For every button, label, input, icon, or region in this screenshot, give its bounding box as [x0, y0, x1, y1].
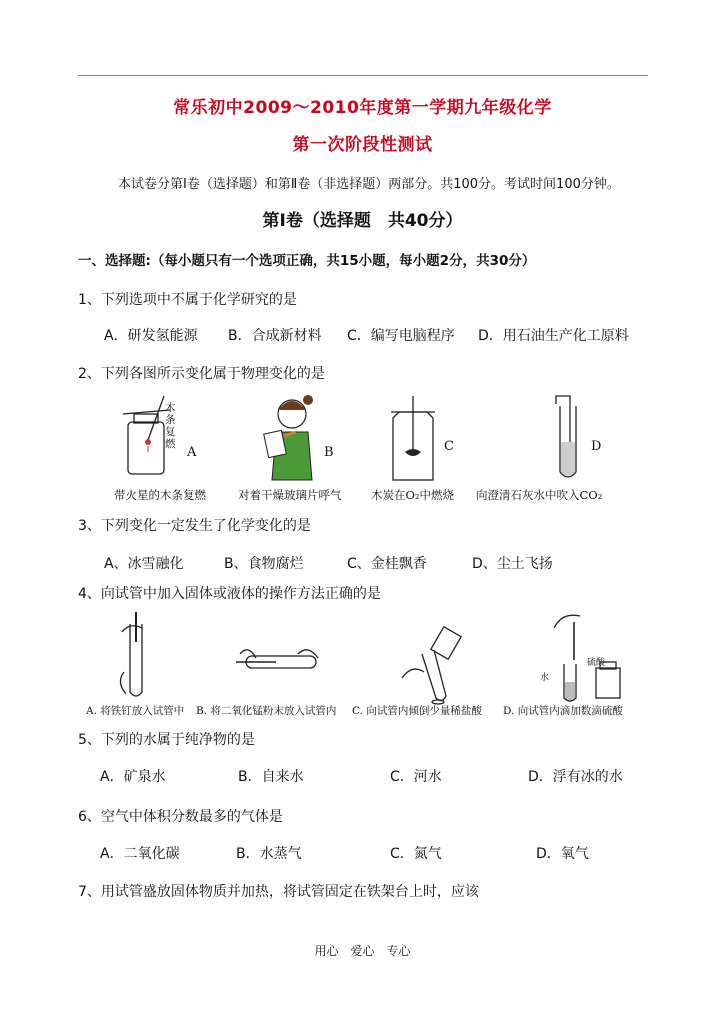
- question-5-option-a: A．矿泉水: [100, 769, 166, 785]
- question-1-options: [104, 325, 664, 345]
- question-5-option-d: D．浮有冰的水: [528, 769, 623, 785]
- question-4-stem: 4、向试管中加入固体或液体的操作方法正确的是: [78, 586, 381, 602]
- question-1-option-d: D．用石油生产化工原料: [478, 328, 629, 344]
- question-5-options: [100, 766, 660, 786]
- exam-intro: 本试卷分第Ⅰ卷（选择题）和第Ⅱ卷（非选择题）两部分。共100分。考试时间100分钟。: [118, 177, 620, 192]
- figure-caption-b: 对着干燥玻璃片呼气: [238, 488, 342, 502]
- question-6-option-a: A．二氧化碳: [100, 846, 180, 862]
- op-caption-b: B. 将二氧化锰粉末放入试管内: [196, 705, 337, 717]
- bottle-splint-illustration: [118, 392, 198, 482]
- test-tube-straw-illustration: [548, 392, 588, 484]
- question-6-option-c: C．氮气: [390, 846, 442, 862]
- figure-caption-d: 向澄清石灰水中吹入CO₂: [476, 488, 603, 502]
- figure-letter-d: D: [591, 439, 602, 454]
- question-6-option-d: D．氧气: [536, 846, 589, 862]
- header-rule: [78, 75, 648, 76]
- figure-letter-a: A: [187, 445, 197, 460]
- exam-title: 常乐初中2009～2010年度第一学期九年级化学: [173, 98, 552, 118]
- part-title: 一、选择题:（每小题只有一个选项正确，共15小题，每小题2分，共30分）: [78, 253, 536, 269]
- question-4-figure: [0, 608, 725, 723]
- question-2-stem: 2、下列各图所示变化属于物理变化的是: [78, 366, 325, 382]
- question-7-stem: 7、用试管盛放固体物质并加热，将试管固定在铁架台上时，应该: [78, 884, 479, 900]
- figure-caption-a: 带火星的木条复燃: [114, 488, 206, 502]
- tube-label: 水: [540, 673, 550, 683]
- question-3-option-a: A、冰雪融化: [104, 556, 184, 572]
- pouring-liquid-illustration: [392, 624, 472, 704]
- op-caption-c: C. 向试管内倾倒少量稀盐酸: [352, 705, 482, 717]
- question-6-options: [100, 843, 660, 863]
- figure-letter-b: B: [324, 445, 334, 460]
- question-1-option-c: C．编写电脑程序: [347, 328, 455, 344]
- figure-caption-c: 木炭在O₂中燃烧: [371, 488, 455, 502]
- figure-letter-c: C: [444, 439, 454, 454]
- gas-jar-charcoal-illustration: [385, 392, 445, 484]
- question-3-option-c: C、金桂飘香: [347, 556, 427, 572]
- question-5-option-c: C．河水: [390, 769, 442, 785]
- figure-a-side-text: 木条复燃: [165, 402, 176, 450]
- bottle-label: 硫酸: [587, 658, 606, 668]
- question-1-option-a: A．研发氢能源: [104, 328, 198, 344]
- horizontal-tube-powder-illustration: [236, 644, 326, 684]
- dropper-illustration: [540, 608, 630, 703]
- question-3-option-d: D、尘土飞扬: [472, 556, 553, 572]
- exam-subtitle: 第一次阶段性测试: [292, 135, 433, 155]
- question-5-option-b: B．自来水: [238, 769, 304, 785]
- question-3-options: [104, 553, 664, 573]
- question-3-option-b: B、食物腐烂: [224, 556, 304, 572]
- question-6-option-b: B．水蒸气: [236, 846, 302, 862]
- section-title: 第Ⅰ卷（选择题 共40分）: [262, 211, 463, 231]
- question-1-option-b: B．合成新材料: [228, 328, 322, 344]
- op-caption-a: A. 将铁钉放入试管中: [86, 705, 185, 717]
- question-1-stem: 1、下列选项中不属于化学研究的是: [78, 292, 297, 308]
- question-6-stem: 6、空气中体积分数最多的气体是: [78, 809, 283, 825]
- vertical-tube-nail-illustration: [112, 612, 162, 702]
- question-2-figure: [0, 392, 725, 507]
- page-footer: 用心 爱心 专心: [314, 944, 411, 958]
- op-caption-d: D. 向试管内滴加数滴硫酸: [503, 705, 623, 717]
- girl-breathing-illustration: [262, 392, 332, 484]
- question-3-stem: 3、下列变化一定发生了化学变化的是: [78, 518, 311, 534]
- question-5-stem: 5、下列的水属于纯净物的是: [78, 732, 255, 748]
